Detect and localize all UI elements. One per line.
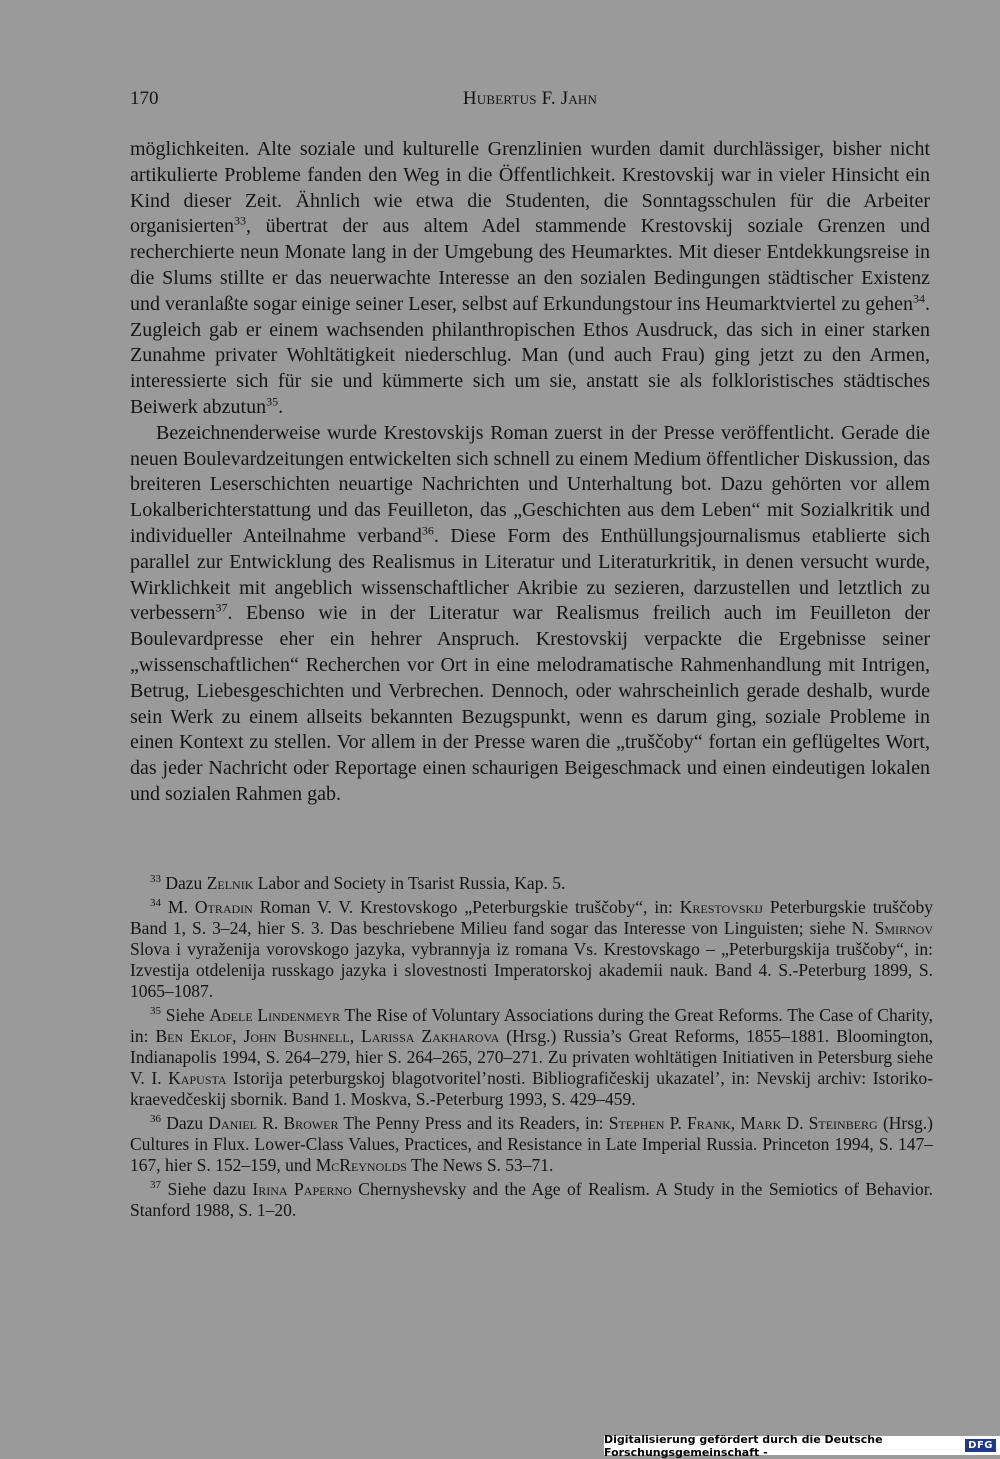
- text-segment: Labor and Society in Tsarist Russia, Kap. 5.: [253, 873, 566, 893]
- text-segment: Siehe dazu: [167, 1179, 253, 1199]
- digitization-footer: [604, 1432, 1000, 1459]
- text-segment: The Rise of Voluntary Associations during the Great Reforms. The Case of Charity, in:: [130, 1005, 933, 1046]
- footnote-34: [130, 897, 933, 1002]
- text-segment: .: [278, 395, 284, 418]
- text-segment: Peterburgskie truščoby Band 1, S. 3–24, hier S. 3. Das beschriebene Milieu fand sogar das Interesse von Linguisten; siehe N.: [130, 897, 933, 938]
- text-segment: , übertrat der aus altem Adel stammende Krestovskij soziale Grenzen und recherchierte neun Monate lang in der Umgebung des Heumarktes. Mit dieser Entdekkungsreise in die Slums stillte er das neuerwachte Interesse an den sozialen Bedingungen städtischer Existenz und veranlaßte sogar einige seiner Leser, selbst auf Erkundungstour ins Heumarktviertel zu gehen: [130, 215, 930, 315]
- text-segment: Siehe: [165, 1005, 210, 1025]
- footnote-36: [130, 1113, 933, 1176]
- author-name: Smirnov: [874, 918, 933, 938]
- footnote-number: 37: [150, 1179, 161, 1192]
- text-segment: Slova i vyraženija vorovskogo jazyka, vybrannyja iz romana Vs. Krestovskago – „Peterburgskija truščoby“, in: Izvestija otdelenija russkago jazyka i slovestnosti Imperatorskoj akademii nauk. Band 4. S.-Peterburg 1899, S. 1065–1087.: [130, 939, 933, 1001]
- text-segment: . Ebenso wie in der Literatur war Realismus freilich auch im Feuilleton der Boulevardpresse eher ein hehrer Anspruch. Krestovskij verpackte die Ergebnisse seiner „wissenschaftlichen“ Recherchen vor Ort in eine melodramatische Rahmenhandlung mit Intrigen, Betrug, Liebesgeschichten und Verbrechen. Dennoch, oder wahrscheinlich gerade deshalb, wurde sein Werk zu einem allseits bekannten Bezugspunkt, wenn es darum ging, soziale Probleme in einen Kontext zu stellen. Vor allem in der Presse waren die „truščoby“ fortan ein geflügeltes Wort, das jeder Nachricht oder Reportage einen schaurigen Beigeschmack und einen eindeutigen lokalen und sozialen Rahmen gab.: [130, 602, 930, 805]
- text-segment: Dazu: [165, 873, 207, 893]
- dfg-logo: DFG: [965, 1439, 996, 1452]
- author-name: Adele Lindenmeyr: [209, 1005, 341, 1025]
- author-name: Daniel R. Brower: [208, 1113, 339, 1133]
- text-segment: Chernyshevsky and the Age of Realism. A Study in the Semiotics of Behavior. Stanford 1988, S. 1–20.: [130, 1179, 933, 1220]
- text-segment: möglichkeiten. Alte soziale und kulturelle Grenzlinien wurden damit durchlässiger, bisher nicht artikulierte Probleme fanden den Weg in die Öffentlichkeit. Krestovskij war in vieler Hinsicht ein Kind dieser Zeit. Ähnlich wie etwa die Studenten, die Sonntagsschulen für die Arbeiter organisierten: [130, 138, 930, 238]
- author-name: Irina Paperno: [252, 1179, 352, 1199]
- footnote-37: [130, 1179, 933, 1221]
- footnote-number: 33: [150, 873, 161, 886]
- text-segment: M.: [167, 897, 195, 917]
- author-name: Zelnik: [206, 873, 254, 893]
- text-segment: The Penny Press and its Readers, in:: [338, 1113, 609, 1133]
- text-segment: The News S. 53–71.: [406, 1155, 554, 1175]
- running-head: Hubertus F. Jahn: [462, 88, 598, 109]
- author-name: Kapusta: [168, 1068, 227, 1088]
- text-segment: Dazu: [166, 1113, 209, 1133]
- text-segment: (Hrsg.) Cultures in Flux. Lower-Class Values, Practices, and Resistance in Late Imperial Russia. Princeton 1994, S. 147–167, hier S. 152–159, und: [130, 1113, 933, 1175]
- footnote-number: 36: [150, 1113, 161, 1126]
- footnote-ref-36[interactable]: 36: [421, 523, 434, 538]
- text-segment: . Diese Form des Enthüllungsjournalismus etablierte sich parallel zur Entwicklung des Realismus in Literatur und Literaturkritik, in denen versucht wurde, Wirklichkeit mit angeblich wissenschaftlicher Akribie zu sezieren, darzustellen und letztlich zu verbessern: [130, 524, 930, 625]
- footnote-number: 35: [150, 1005, 161, 1018]
- footnote-ref-35[interactable]: 35: [266, 394, 279, 409]
- footnote-33: [130, 873, 933, 894]
- footnote-ref-33[interactable]: 33: [234, 213, 247, 228]
- author-name: Otradin: [194, 897, 253, 917]
- main-text: [130, 137, 930, 808]
- text-segment: Bezeichnenderweise wurde Krestovskijs Roman zuerst in der Presse veröffentlicht. Gerade die neuen Boulevardzeitungen entwickelten sich schnell zu einem Medium öffentlicher Diskussion, das breiteren Leserschichten neuartige Nachrichten und Unterhaltung bot. Dazu gehörten vor allem Lokalberichterstattung und das Feuilleton, das „Geschichten aus dem Leben“ mit Sozialkritik und individueller Anteilnahme verband: [130, 421, 930, 547]
- author-name: Krestovskij: [679, 897, 763, 917]
- footnote-ref-37[interactable]: 37: [215, 600, 228, 615]
- paragraph-1: [130, 137, 930, 421]
- footer-text: Digitalisierung gefördert durch die Deutsche Forschungsgemeinschaft -: [604, 1432, 883, 1459]
- author-name: Stephen P. Frank, Mark D. Steinberg: [608, 1113, 878, 1133]
- text-segment: (Hrsg.) Russia’s Great Reforms, 1855–1881. Bloomington, Indianapolis 1994, S. 264–279, hier S. 264–265, 270–271. Zu privaten wohltätigen Initiativen in Petersburg siehe V. I.: [130, 1026, 934, 1088]
- text-segment: . Zugleich gab er einem wachsenden philanthropischen Ethos Ausdruck, das sich in einer starken Zunahme privater Wohltätigkeit niederschlug. Man (und auch Frau) ging jetzt zu den Armen, interessierte sich für sie und kümmerte sich um sie, anstatt sie als folkloristisches städtisches Beiwerk abzutun: [130, 292, 930, 418]
- text-segment: Istorija peterburgskoj blagotvoritel’nosti. Bibliografičeskij ukazatel’, in: Nevskij archiv: Istoriko-kraevedčeskij sbornik. Band 1. Moskva, S.-Peterburg 1993, S. 429–459.: [130, 1068, 933, 1109]
- footnote-ref-34[interactable]: 34: [913, 291, 925, 306]
- page-number: 170: [130, 88, 159, 109]
- text-segment: Roman V. V. Krestovskogo „Peterburgskie truščoby“, in:: [252, 897, 680, 917]
- author-name: Ben Eklof, John Bushnell, Larissa Zakharova: [155, 1026, 500, 1046]
- paragraph-2: [130, 421, 930, 808]
- page-header: [130, 88, 930, 114]
- footnotes-section: [130, 873, 933, 1224]
- footnote-number: 34: [150, 897, 161, 910]
- footnote-35: [130, 1005, 933, 1110]
- author-name: McReynolds: [315, 1155, 407, 1175]
